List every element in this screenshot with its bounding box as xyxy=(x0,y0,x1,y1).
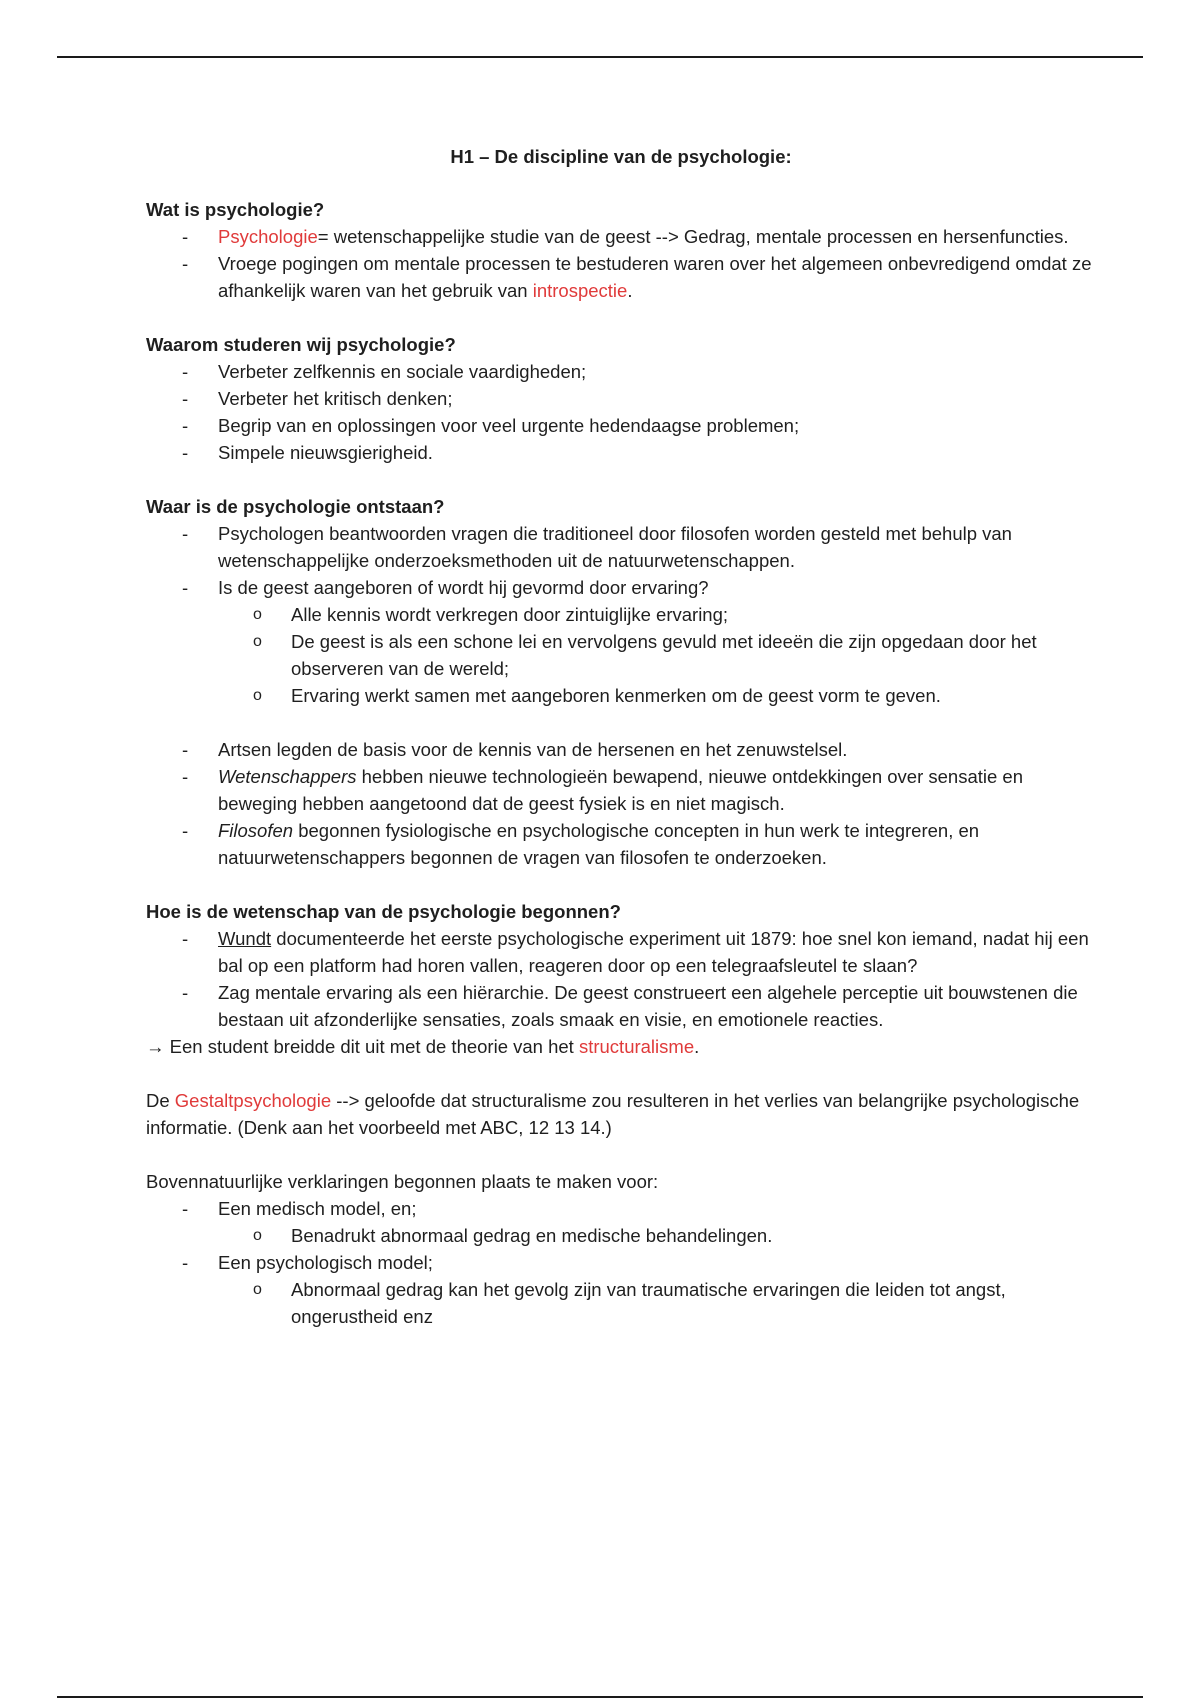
gestalt-rest: --> geloofde dat structuralisme zou resulteren in het verlies van belangrijke psychologische informatie. (Denk aan het voorbeeld met ABC, 12 13 14.) xyxy=(146,1090,1080,1138)
circle-marker: o xyxy=(253,1281,262,1298)
circle-marker: o xyxy=(253,633,262,650)
list-item xyxy=(146,925,1096,979)
dash-marker: - xyxy=(182,226,189,247)
sub-list-item xyxy=(146,628,1096,682)
dash-marker: - xyxy=(182,766,189,787)
term-psychologie: Psychologie xyxy=(218,226,318,247)
section-heading: Hoe is de wetenschap van de psychologie begonnen? xyxy=(146,901,621,922)
list-item-text: Artsen legden de basis voor de kennis van de hersenen en het zenuwstelsel. xyxy=(218,739,848,760)
section-waarom-studeren xyxy=(146,331,1096,466)
list-item-text: Verbeter zelfkennis en sociale vaardigheden; xyxy=(218,361,587,382)
list-item xyxy=(146,1195,1096,1222)
list-item xyxy=(146,763,1096,817)
list-item xyxy=(146,520,1096,574)
list-item xyxy=(146,1249,1096,1276)
list-item-text: Psychologen beantwoorden vragen die traditioneel door filosofen worden gesteld met behulp van wetenschappelijke onderzoeksmethoden uit de natuurwetenschappen. xyxy=(218,523,1012,571)
bullet-list xyxy=(146,1195,1096,1330)
circle-marker: o xyxy=(253,687,262,704)
dash-marker: - xyxy=(182,1252,189,1273)
sub-list-item xyxy=(146,1222,1096,1249)
arrow-icon: → xyxy=(146,1036,165,1057)
list-item xyxy=(146,817,1096,871)
sub-list-item xyxy=(146,682,1096,709)
list-item xyxy=(146,979,1096,1033)
dash-marker: - xyxy=(182,523,189,544)
dash-marker: - xyxy=(182,739,189,760)
term-filosofen: Filosofen xyxy=(218,820,294,841)
section-heading: Waar is de psychologie ontstaan? xyxy=(146,496,445,517)
list-item-text: hebben nieuwe technologieën bewapend, nieuwe ontdekkingen over sensatie en beweging hebben aangetoond dat de geest fysiek is en niet magisch. xyxy=(218,766,1024,814)
list-item-text: Zag mentale ervaring als een hiërarchie. De geest construeert een algehele perceptie uit bouwstenen die bestaan uit afzonderlijke sensaties, zoals smaak en visie, en emotionele reacties. xyxy=(218,982,1078,1030)
bullet-list xyxy=(146,520,1096,709)
term-introspectie: introspectie xyxy=(532,280,628,301)
arrow-line-text: Een student breidde dit uit met de theorie van het xyxy=(164,1036,579,1057)
list-item-text: Ervaring werkt samen met aangeboren kenmerken om de geest vorm te geven. xyxy=(291,685,941,706)
list-item xyxy=(146,439,1096,466)
term-wundt: Wundt xyxy=(218,928,272,949)
sub-list-item xyxy=(146,601,1096,628)
list-item-text: Simpele nieuwsgierigheid. xyxy=(218,442,433,463)
dash-marker: - xyxy=(182,820,189,841)
list-item-text: Vroege pogingen om mentale processen te bestuderen waren over het algemeen onbevredigend omdat ze afhankelijk waren van het gebruik van xyxy=(218,253,1092,301)
list-item-text: Is de geest aangeboren of wordt hij gevormd door ervaring? xyxy=(218,577,709,598)
bullet-list xyxy=(146,358,1096,466)
list-item xyxy=(146,250,1096,304)
dash-marker: - xyxy=(182,361,189,382)
gestalt-text xyxy=(146,1087,1096,1141)
list-item-text: . xyxy=(627,280,633,301)
arrow-line-end: . xyxy=(694,1036,700,1057)
section-modellen xyxy=(146,1168,1096,1330)
list-item xyxy=(146,574,1096,601)
section-heading: Wat is psychologie? xyxy=(146,199,325,220)
document-body xyxy=(146,143,1096,1357)
list-item-text: Begrip van en oplossingen voor veel urgente hedendaagse problemen; xyxy=(218,415,800,436)
paragraph-gestalt xyxy=(146,1087,1096,1141)
dash-marker: - xyxy=(182,253,189,274)
dash-marker: - xyxy=(182,577,189,598)
circle-marker: o xyxy=(253,606,262,623)
list-item-text: Alle kennis wordt verkregen door zintuiglijke ervaring; xyxy=(291,604,729,625)
bullet-list xyxy=(146,223,1096,304)
list-item-text: Abnormaal gedrag kan het gevolg zijn van traumatische ervaringen die leiden tot angst, ongerustheid enz xyxy=(291,1279,1006,1327)
list-item-text: Verbeter het kritisch denken; xyxy=(218,388,453,409)
list-item-text: begonnen fysiologische en psychologische concepten in hun werk te integreren, en natuurwetenschappers begonnen de vragen van filosofen te onderzoeken. xyxy=(218,820,980,868)
list-item xyxy=(146,385,1096,412)
term-gestaltpsychologie: Gestaltpsychologie xyxy=(174,1090,332,1111)
list-item-text: Een medisch model, en; xyxy=(218,1198,417,1219)
document-title: H1 – De discipline van de psychologie: xyxy=(450,146,792,167)
spacer xyxy=(146,709,1096,736)
bottom-rule xyxy=(57,1696,1143,1698)
list-item-text: Benadrukt abnormaal gedrag en medische behandelingen. xyxy=(291,1225,773,1246)
circle-marker: o xyxy=(253,1227,262,1244)
dash-marker: - xyxy=(182,415,189,436)
dash-marker: - xyxy=(182,388,189,409)
sub-list-item xyxy=(146,1276,1096,1330)
section-intro: Bovennatuurlijke verklaringen begonnen plaats te maken voor: xyxy=(146,1171,659,1192)
list-item-text: Een psychologisch model; xyxy=(218,1252,433,1273)
list-item-text: = wetenschappelijke studie van de geest --> Gedrag, mentale processen en hersenfuncties. xyxy=(317,226,1069,247)
section-wat-is-psychologie xyxy=(146,196,1096,304)
arrow-line xyxy=(146,1033,1096,1060)
dash-marker: - xyxy=(182,982,189,1003)
section-waar-ontstaan xyxy=(146,493,1096,871)
dash-marker: - xyxy=(182,442,189,463)
dash-marker: - xyxy=(182,928,189,949)
bullet-list xyxy=(146,925,1096,1033)
list-item xyxy=(146,358,1096,385)
section-heading: Waarom studeren wij psychologie? xyxy=(146,334,456,355)
section-hoe-begonnen xyxy=(146,898,1096,1060)
bullet-list xyxy=(146,736,1096,871)
dash-marker: - xyxy=(182,1198,189,1219)
list-item xyxy=(146,412,1096,439)
term-structuralisme: structuralisme xyxy=(578,1036,695,1057)
list-item xyxy=(146,223,1096,250)
list-item xyxy=(146,736,1096,763)
gestalt-pre: De xyxy=(146,1090,175,1111)
top-rule xyxy=(57,56,1143,58)
term-wetenschappers: Wetenschappers xyxy=(218,766,357,787)
list-item-text: De geest is als een schone lei en vervolgens gevuld met ideeën die zijn opgedaan door het observeren van de wereld; xyxy=(291,631,1037,679)
list-item-text: documenteerde het eerste psychologische experiment uit 1879: hoe snel kon iemand, nadat hij een bal op een platform had horen vallen, reageren door op een telegraafsleutel te slaan? xyxy=(218,928,1089,976)
